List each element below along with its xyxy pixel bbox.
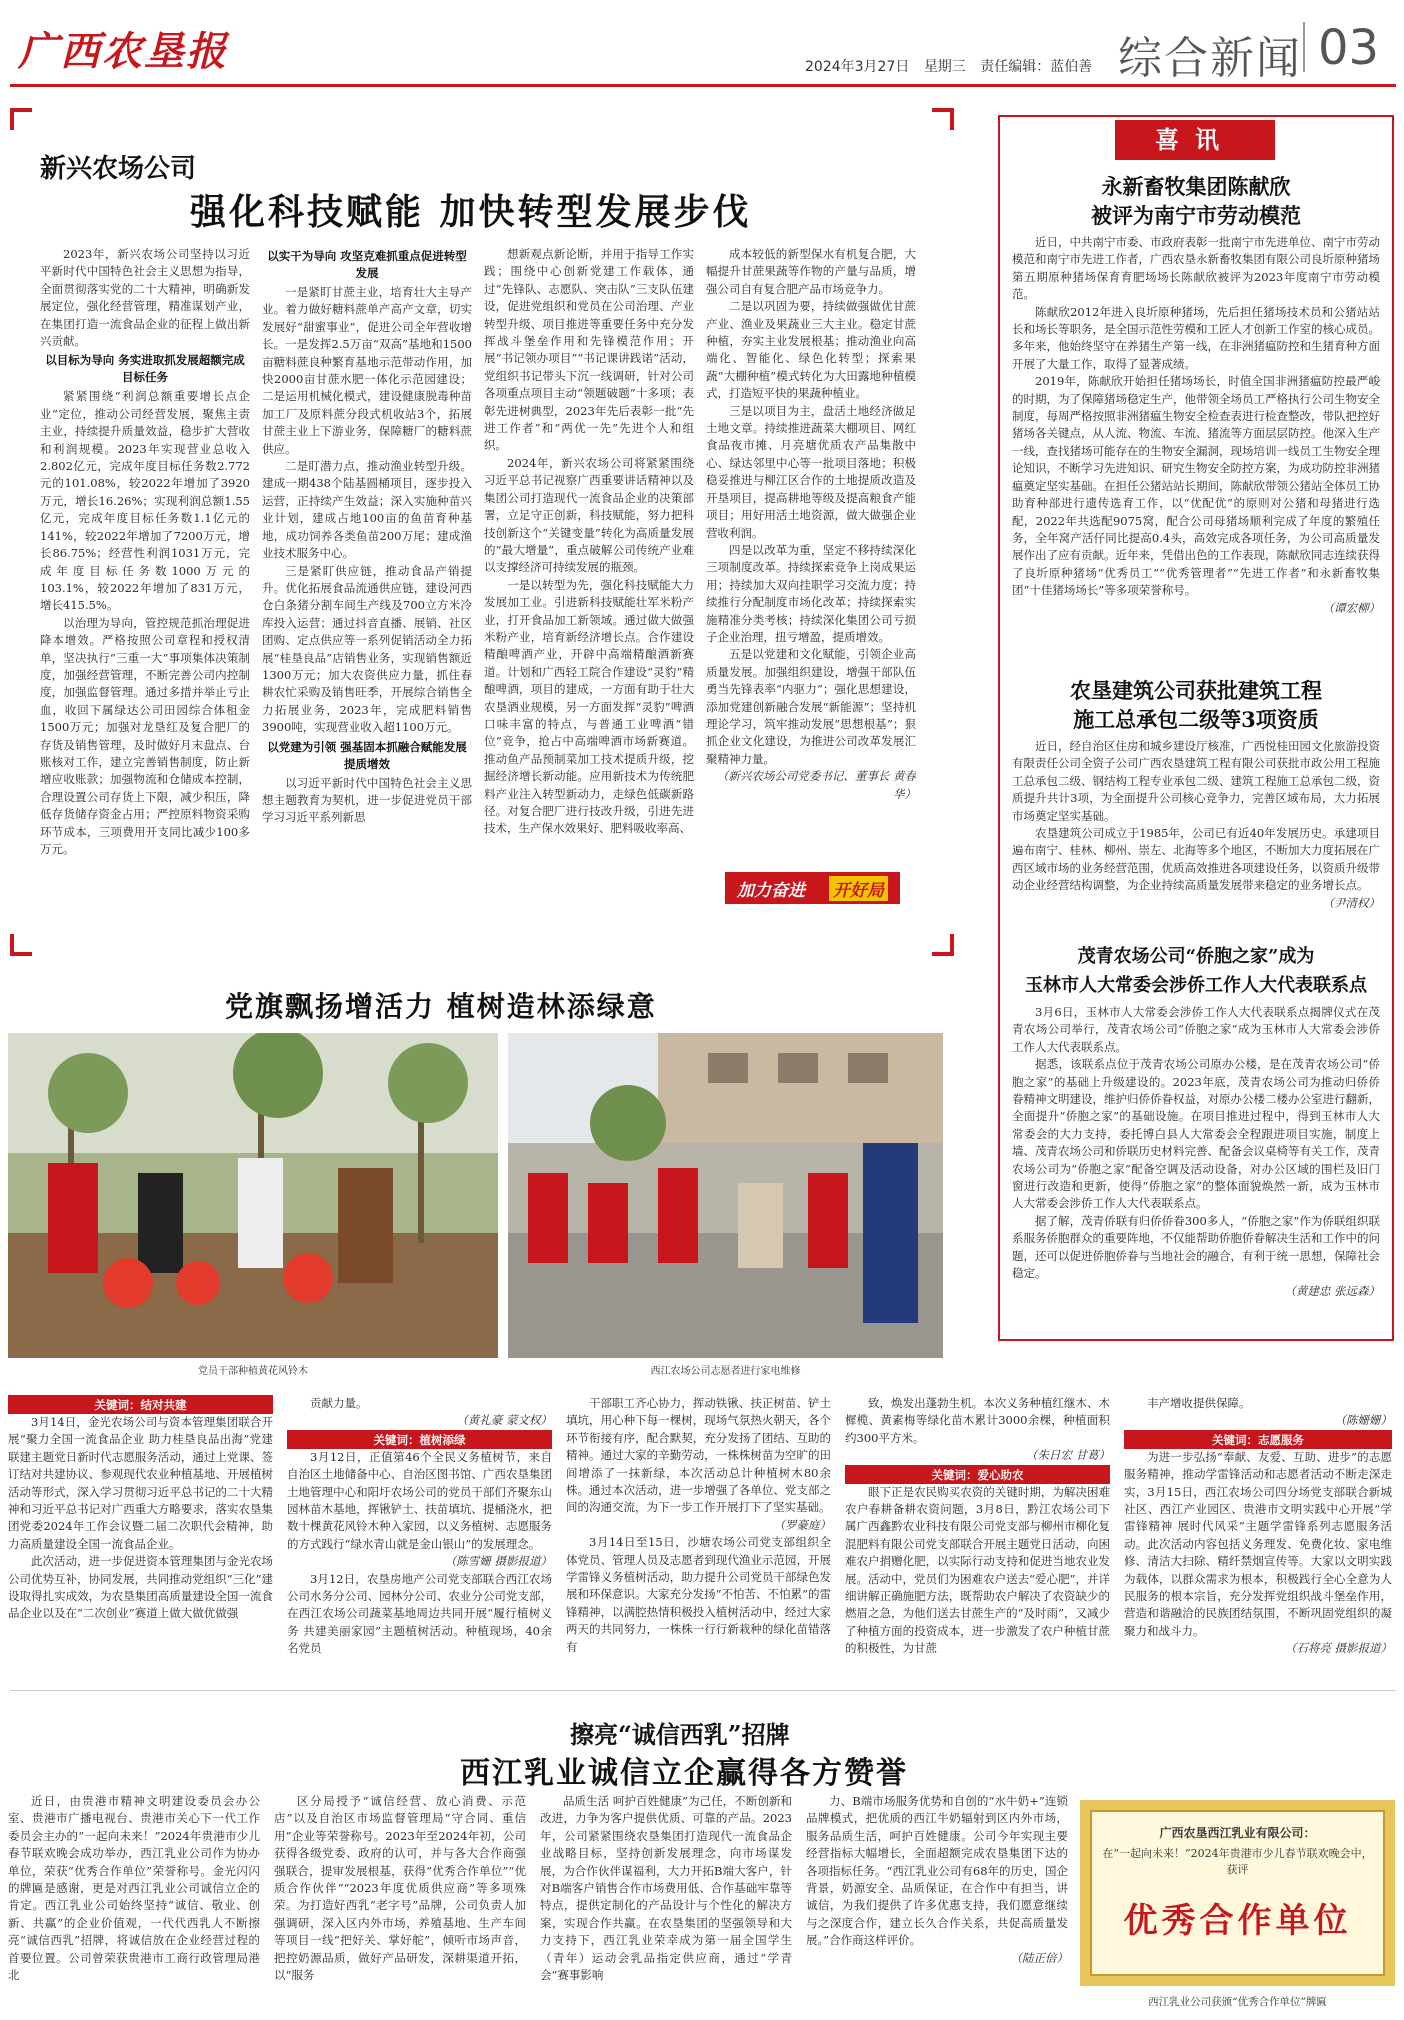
subheading: 以党建为引领 强基固本抓融合赋能发展提质增效 [267, 739, 467, 771]
news-column-5 [1124, 1395, 1392, 1680]
sidebar-article-title [1010, 942, 1382, 1000]
paragraph: 近日，由贵港市精神文明建设委员会办公室、贵港市广播电视台、贵港市关心下一代工作委员会主办的“一起向未来！”2024年贵港市少儿春节联欢晚会成功举办，西江乳业公司作为协办单位，荣获“优秀合作单位”荣誉称号。金光闪闪的牌匾是感谢，更是对西江乳业公司诚信立企的肯定。西江乳业公司始终坚持“诚信、敬业、创新、共赢”的企业价值观，一代代西乳人不断擦亮“诚信西乳”招牌，将诚信放在企业经营过程的首要位置。公司曾荣获贵港市工商行政管理局港北 [8, 1794, 260, 1983]
paragraph: 据悉，该联系点位于茂青农场公司原办公楼，是在茂青农场公司“侨胞之家”的基础上升级建设的。2023年底，茂青农场公司为推动归侨侨眷精神文明建设，维护归侨侨眷权益，对原办公楼二楼办公室进行翻新，全面提升“侨胞之家”的基础设施。在项目推进过程中，得到玉林市人大常委会的大力支持，委托博白县人大常委会全程跟进项目实施，制度上墙、茂青农场公司和侨联历史材料完善、配备会议桌椅等有关工作，茂青农场公司为“侨胞之家”配备空调及活动设备，对办公区域的围栏及旧门窗进行改造和更新，使得“侨胞之家”的整体面貌焕然一新，成为玉林市人大常委会涉侨工作人大代表联系点。 [1012, 1057, 1380, 1211]
paragraph: 二是盯潜力点，推动渔业转型升级。建成一期438个陆基圆桶项目，逐步投入运营，正持续产生效益；深入实施种苗兴业计划，建成占地100亩的鱼苗育种基地，成功饲养各类鱼苗200万尾；建成渔业技术服务中心。 [262, 459, 472, 561]
byline: （黄礼豪 蒙文权） [456, 1413, 552, 1428]
paragraph: 为进一步弘扬“奉献、友爱、互助、进步”的志愿服务精神，推动学雷锋活动和志愿者活动不断走深走实，3月15日，西江农场公司四分场党支部联合新城社区、西江产业园区、贵港市文明实践中心开展“学雷锋精神 展时代风采”主题学雷锋系列志愿服务活动。此次活动内容包括义务理发、免费化妆、家电维修、清洁大扫除、精纤禁烟宣传等。大家以文明实践为载体，以群众需求为根本，积极践行全心全意为人民服务的根本宗旨，充分发挥党组织战斗堡垒作用，营造和谐融洽的民族团结氛围，不断巩固党组织的凝聚力和战斗力。 [1124, 1449, 1392, 1638]
news-column-2 [287, 1395, 552, 1680]
award-certificate [1080, 1800, 1395, 1986]
paragraph: 一是紧盯甘蔗主业，培育壮大主导产业。着力做好糖料蔗单产高产文章，切实发展好“甜蜜事业”，促进公司全年营收增长。一是发挥2.5万亩“双高”基地和1500亩糖料蔗良种繁育基地示范带动作用，加快2000亩甘蔗水肥一体化示范园建设；二是运用机械化模式，建设健康脱毒种苗加工厂及原料蔗分段式机收站3个，拓展甘蔗主业上下游业务，保障糖厂的糖料蔗供应。 [262, 285, 472, 456]
paragraph: 五是以党建和文化赋能，引领企业高质量发展。加强组织建设，增强干部队伍勇当先锋表率“内驱力”；强化思想建设，添加党建创新融合发展“新能源”；坚持机理论学习，筑牢推动发展“思想根基”；狠抓企业文化建设，为推进公司改革发展汇聚精神力量。 [706, 647, 916, 766]
sidebar-header: 喜讯 [1115, 120, 1275, 160]
title-line: 被评为南宁市劳动模范 [1091, 203, 1301, 228]
paragraph: 眼下正是农民购买农资的关键时期，为解决困难农户春耕备耕农资问题，3月8日，黔江农场公司下属广西鑫黔农业科技有限公司党支部与柳州市柳化复混肥料有限公司党支部联合开展主题党日活动，向困难农户捐赠化肥，以实际行动支持和促进当地农业发展。活动中，党员们为困难农户送去“爱心肥”，并详细讲解正确施肥方法，既帮助农户解决了农资缺少的燃眉之急，为他们送去甘蔗生产的“及时雨”，又减少了种植方面的投资成本，进一步激发了农户种植甘蔗的积极性，为甘蔗 [845, 1484, 1110, 1656]
keyword-tag: 关键词：植树添绿 [287, 1430, 552, 1449]
slogan-right: 开好局 [829, 876, 888, 901]
paragraph: 三是以项目为主，盘活土地经济做足土地文章。持续推进蔬菜大棚项目、网红食品夜市摊、月亮塘优质农产品集散中心、绿达邻里中心等一批项目落地；积极稳妥推进与柳江区合作的土地提质改造及开垦项目，提高耕地等级及提高粮食产能项目；用好用活土地资源，做大做强企业营收利润。 [706, 403, 916, 540]
subheading: 以目标为导向 务实进取抓发展超额完成目标任务 [45, 353, 245, 385]
photo-section-heading: 党旗飘扬增活力 植树造林添绿意 [225, 990, 657, 1023]
paragraph: 以习近平新时代中国特色社会主义思想主题教育为契机，进一步促进党员干部学习习近平系列新思 [262, 775, 472, 825]
byline: （石将亮 摄影报道） [1284, 1641, 1392, 1656]
sidebar-article-title [1010, 676, 1382, 734]
paragraph: 以治理为导向，管控规范抓治理促进降本增效。严格按照公司章程和授权清单，坚决执行“三重一大”事项集体决策制度，加强经营管理，不断完善公司内控制度，加强监督管理。通过多措并举止亏止血，收回下属绿达公司田园综合体租金1500万元；加强对龙垦红及复合肥厂的存货及销售管理，及时做好月末盘点、台账核对工作，建立完善销售制度，防止新增应收账款；加强物流和仓储成本控制，合理设置公司存货上下限，减少积压，降低存货储存资金占用；严控原料物资采购环节成本，三项费用开支同比减少100多万元。 [40, 615, 250, 856]
title-line: 永新畜牧集团陈献欣 [1101, 174, 1291, 199]
byline: （黄建忠 张远森） [1284, 1283, 1380, 1298]
paragraph: 想新观点新论断，并用于指导工作实践；围绕中心创新党建工作载体，通过“先锋队、志愿队、突击队”三支队伍建设，促进党组织和党员在公司治理、产业转型升级、项目推进等重要任务中充分发挥战斗堡垒作用和先锋模范作用；开展“书记领办项目”“书记课讲践诺”活动，党组织书记带头下沉一线调研，针对公司各项重点项目主动“领题破题”十多项；表彰先进树典型，2023年先后表彰一批“先进工作者”和“两优一先”先进个人和组织。 [484, 247, 694, 453]
page-number: 03 [1318, 20, 1380, 76]
paragraph: 丰产增收提供保障。 [1147, 1396, 1251, 1410]
keyword-tag: 关键词：志愿服务 [1124, 1430, 1392, 1449]
paragraph: 此次活动，进一步促进资本管理集团与金光农场公司优势互补，协同发展，共同推动党组织“三化”建设取得扎实成效，为农垦集团高质量建设全国一流食品企业以及在“二次创业”赛道上做大做优做强 [8, 1554, 273, 1621]
newspaper-logo: 广西农垦报 [18, 28, 228, 75]
paragraph: 陈献欣2012年进入良圻原种猪场，先后担任猪场技术员和公猪站站长和场长等职务，是全国示范性劳模和工匠人才创新工作室的核心成员。多年来，他始终坚守在养猪生产第一线，在非洲猪瘟防控和生猪育种方面开展了大量工作，取得了显著成绩。 [1012, 304, 1380, 371]
photo-caption: 党员干部种植黄花风铃木 [198, 1366, 308, 1377]
lead-kicker: 新兴农场公司 [40, 154, 197, 184]
issue-editor: 责任编辑：蓝伯善 [980, 59, 1093, 75]
paragraph: 近日，中共南宁市委、市政府表彰一批南宁市先进单位、南宁市劳动模范和南宁市先进工作者，广西农垦永新畜牧集团有限公司良圻原种猪场第五期原种猪场保育育肥场场长陈献欣被评为2023年度南宁市劳动模范。 [1012, 235, 1380, 302]
paragraph: 3月14日，金光农场公司与资本管理集团联合开展“聚力全国一流食品企业 助力桂垦良品出海”党建联建主题党日新时代志愿服务活动，通过上党课、签订结对共建协议、参观现代农业种植基地、开展植树活动等形式，深入学习贯彻习近平总书记的二十大精神和习近平总书记对广西重大方略要求，落实农垦集团党委2024年工作会议暨二届二次职代会精神，助力高质量建设全国一流食品企业。 [8, 1415, 273, 1551]
byline: （陈雪姗 摄影报道） [444, 1554, 552, 1569]
paragraph: 品质生活 呵护百姓健康”为己任，不断创新和改进，力争为客户提供优质、可靠的产品。2023年，公司紧紧围绕农垦集团打造现代一流食品企业战略目标，坚持创新发展理念，向市场谋发展，为合作伙伴谋福利，大力开拓B端大客户，针对B端客户销售合作市场费用低、合作基础牢靠等特点，提供定制化的产品设计与个性化的解决方案，实现合作共赢。在农垦集团的坚强领导和大力支持下，西江乳业荣幸成为第一届全国学生（青年）运动会乳品指定供应商，通过“学青会”赛事影响 [540, 1794, 792, 1983]
news-column-1 [8, 1395, 273, 1680]
photo-volunteer-repair [508, 1033, 943, 1358]
certificate-award: 优秀合作单位 [1123, 1901, 1352, 1941]
frame-corner [932, 934, 954, 956]
paragraph: 力、B端市场服务优势和自创的“水牛奶+”连锁品牌模式，把优质的西江牛奶辐射到区内外市场，服务品质生活，呵护百姓健康。公司今年实现主要经营指标大幅增长，全面超额完成农垦集团下达的各项指标任务。“西江乳业公司有68年的历史，国企背景，奶源安全、品质保证，在合作中有担当，讲诚信，为我们提供了许多优惠支持，我们愿意继续与之深度合作，建立长久合作关系，共促高质量发展。”合作商这样评价。 [806, 1794, 1068, 1948]
frame-corner [10, 934, 32, 956]
lead-column-4 [706, 246, 916, 866]
paragraph: 二是以巩固为要，持续做强做优甘蔗产业、渔业及果蔬业三大主业。稳定甘蔗种植，夯实主业发展根基；推动渔业向高端化、智能化、绿色化转型；探索果蔬“大棚种植”模式转化为大田露地种植模式，打造短平快的果蔬种植业。 [706, 299, 916, 401]
bottom-column-3 [540, 1793, 792, 2011]
lead-column-2 [262, 246, 472, 926]
byline: （尹清权） [1322, 895, 1380, 910]
paragraph: 3月12日，正值第46个全民义务植树节，来自自治区土地储备中心、自治区图书馆、广西农垦集团土地管理中心和阳圩农场公司的党员干部们齐聚东山园林苗木基地，挥锹铲土、扶苗填坑、提桶浇水，把数十棵黄花风铃木种入家园，以义务植树、志愿服务的方式践行“绿水青山就是金山银山”的发展理念。 [287, 1449, 552, 1551]
masthead-rule [10, 84, 1396, 87]
paragraph: 2024年，新兴农场公司将紧紧围绕习近平总书记视察广西重要讲话精神以及集团公司打造现代一流食品企业的决策部署，立足守正创新，科技赋能，努力把科技创新这个“关键变量”转化为高质量发展的“最大增量”，重点破解公司传统产业难以支撑经济可持续发展的瓶颈。 [484, 455, 694, 575]
paragraph: 据了解，茂青侨联有归侨侨眷300多人，“侨胞之家”作为侨联组织联系服务侨胞群众的重要阵地，不仅能帮助侨胞侨眷解决生活和工作中的问题，还可以促进侨胞侨眷与当地社会的融合，有利于统一思想，保障社会稳定。 [1012, 1213, 1380, 1281]
byline: （谭宏柳） [1322, 600, 1380, 615]
paragraph: 近日，经自治区住房和城乡建设厅核准，广西悦桂田园文化旅游投资有限责任公司全资子公司广西农垦建筑工程有限公司获批市政公用工程施工总承包二级、钢结构工程专业承包二级、建筑工程施工总承包二级，资质提升共计3项，为全面提升公司核心竞争力，完善区域布局，大力拓展市场奠定坚实基础。 [1012, 739, 1380, 823]
lead-column-3 [484, 246, 694, 926]
certificate-caption: 西江乳业公司获颁“优秀合作单位”牌匾 [1148, 1996, 1327, 2008]
byline: （陆正倍） [1010, 1950, 1068, 1965]
issue-date: 2024年3月27日 [805, 59, 910, 75]
paragraph: 干部职工齐心协力，挥动铁锹、扶正树苗、铲土填坑，用心种下每一棵树，现场气氛热火朝天，各个环节衔接有序，配合默契，充分发扬了团结、互助的精神。通过大家的辛勤劳动，一株株树苗为空旷的田间增添了一抹新绿，本次活动总计种植树木80余株。通过本次活动，进一步增强了各单位、党支部之间的沟通交流，为下一步工作开展打下了坚实基础。 [566, 1396, 831, 1515]
byline: （陈姗姗） [1334, 1413, 1392, 1428]
news-column-4 [845, 1395, 1110, 1680]
paragraph: 成本较低的新型保水有机复合肥，大幅提升甘蔗果蔬等作物的产量与品质，增强公司自有复合肥产品市场竞争力。 [706, 247, 916, 296]
certificate-plaque [1090, 1810, 1385, 1976]
byline: （罗豪庭） [773, 1517, 831, 1532]
section-divider [10, 1690, 1396, 1691]
sidebar-article-1 [1012, 234, 1380, 662]
bottom-kicker: 擦亮“诚信西乳”招牌 [570, 1720, 790, 1749]
certificate-line: 在“一起向未来！”2024年贵港市少儿春节联欢晚会中，获评 [1102, 1847, 1373, 1876]
sidebar-article-2 [1012, 738, 1380, 928]
paragraph: 三是紧盯供应链，推动食品产销提升。优化拓展食品流通供应链，建设河西仓白条猪分割车间生产线及700立方米冷库投入运营；通过抖音直播、展销、社区团购、定点供应等一系列促销活动全力拓展“桂垦良品”店销售业务，实现销售额近1300万元；加大农资供应力量，抓住春耕农忙采购及销售旺季，开展综合销售全力拓展业务，2023年，完成肥料销售3900吨，实现营业收入超1100万元。 [262, 563, 472, 735]
title-line: 茂青农场公司“侨胞之家”成为 [1077, 946, 1315, 967]
paragraph: 3月14日至15日，沙塘农场公司党支部组织全体党员、管理人员及志愿者到现代渔业示范园，开展学雷锋义务植树活动，助力提升公司党员干部绿色发展和环保意识。大家充分发扬“不怕苦、不怕累”的雷锋精神，以满腔热情积极投入植树活动中，经过大家两天的共同努力，一株株一行行新栽种的绿化苗错落有 [566, 1535, 831, 1654]
paragraph: 紧紧围绕“利润总额重要增长点企业”定位，推动公司经营发展，聚焦主责主业，持续提升质量效益，稳步扩大营收和利润规模。2023年实现营业总收入2.802亿元，完成年度目标任务数2.772元的101.08%，较2022年增加了3920万元，增长16.26%；实现利润总额1.55亿元，完成年度目标任务数1.1亿元的141%，较2022年增加了7200万元，增长86.75%；经营性利润1031万元，完成年度目标任务数1000万元的103.1%，较2022年增加了831万元，增长415.5%。 [40, 389, 250, 613]
slogan-left: 加力奋进 [737, 880, 805, 901]
paragraph: 致，焕发出蓬勃生机。本次义务种植红继木、木樨榄、黄素梅等绿化苗木累计3000余棵，种植面积约300平方米。 [845, 1396, 1110, 1445]
keyword-tag: 关键词：爱心助农 [845, 1465, 1110, 1484]
paragraph: 农垦建筑公司成立于1985年，公司已有近40年发展历史。承建项目遍布南宁、桂林、柳州、崇左、北海等多个地区，不断加大力度拓展在广西区域市场的业务经营范围，优质高效推进各项建设任务，以资质升级带动企业经营结构调整，为企业持续高质量发展带来稳定的业务增长点。 [1012, 826, 1380, 893]
sidebar-article-3 [1012, 1004, 1380, 1334]
lead-headline: 强化科技赋能 加快转型发展步伐 [190, 191, 752, 233]
paragraph: 2019年，陈献欣开始担任猪场场长，时值全国非洲猪瘟防控最严峻的时期，为了保障猪场稳定生产，他带领全场员工严格执行公司生物安全制度，每周严格按照非洲猪瘟生物安全检查表进行检查整改，带队把控好猪场各关键点，从人流、物流、车流、猪流等方面层层防控。他深入生产一线，查找猪场可能存在的生物安全漏洞，现场培训一线员工生物安全理论知识，不断学习先进知识、研究生物安全防控方案，为成功防控非洲猪瘟奠定坚实基础。在担任公猪站站长期间，陈献欣带领公猪站全体员工协助育种部进行遗传选育工作，以“优配优”的原则对公猪和母猪进行选配，2022年共选配9075窝，配合公司母猪场顺利完成了年度的繁殖任务，全年窝产活仔同比提高0.4头，高效完成各项任务，为公司高质量发展作出了应有贡献。近年来，凭借出色的工作表现，陈献欣同志连续获得了良圻原种猪场“优秀员工”“优秀管理者”“先进工作者”和永新畜牧集团“十佳猪场场长”等多项荣誉称号。 [1012, 374, 1380, 598]
bottom-column-1 [8, 1793, 260, 2011]
title-line: 玉林市人大常委会涉侨工作人大代表联系点 [1025, 975, 1367, 996]
paragraph: 2023年，新兴农场公司坚持以习近平新时代中国特色社会主义思想为指导，全面贯彻落实党的二十大精神，明确新发展定位，强化经营管理，精准谋划产业，在集团打造一流食品企业的征程上做出新兴贡献。 [40, 247, 250, 349]
paragraph: 贡献力量。 [310, 1396, 368, 1410]
title-line: 农垦建筑公司获批建筑工程 [1070, 678, 1322, 703]
section-title: 综合新闻 [1118, 33, 1302, 84]
paragraph: 区分局授予“诚信经营、放心消费、示范店”以及自治区市场监督管理局“守合同、重信用”企业等荣誉称号。2023年至2024年初，公司获得各级党委、政府的认可，并与各大合作商强强联合，提审发展根基，获得“优秀合作单位”“优质合作伙伴”“2023年度优质供应商”等多项殊荣。为打造好西乳“老字号”品牌，公司负责人加强调研，深入区内外市场，养殖基地、生产车间等项目一线“把好关、掌好舵”，倾听市场声音，把控奶源品质，做好产品研发，深耕渠道开拓，以“服务 [274, 1794, 526, 1983]
keyword-tag: 关键词：结对共建 [8, 1395, 273, 1414]
paragraph: 3月6日，玉林市人大常委会涉侨工作人大代表联系点揭牌仪式在茂青农场公司举行，茂青农场公司“侨胞之家”成为玉林市人大常委会涉侨工作人大代表联系点。 [1012, 1005, 1380, 1054]
slogan-banner [725, 872, 900, 904]
frame-corner [932, 108, 954, 130]
masthead-divider [1303, 22, 1305, 72]
byline: （朱日宏 甘葛） [1025, 1448, 1110, 1463]
lead-column-1 [40, 246, 250, 926]
sidebar-article-title [1010, 172, 1382, 230]
paragraph: 四是以改革为重，坚定不移持续深化三项制度改革。持续探索竞争上岗成果运用；持续加大双向挂职学习交流力度；持续推行分配制度市场化改革；持续探索实施精准分类考核；持续深化集团公司亏损子企业治理，扭亏增盈，提质增效。 [706, 542, 916, 644]
bottom-column-4 [806, 1793, 1068, 2011]
news-column-3 [566, 1395, 831, 1680]
bottom-column-2 [274, 1793, 526, 2011]
issue-weekday: 星期三 [923, 59, 966, 75]
photo-caption: 西江农场公司志愿者进行家电维修 [650, 1366, 801, 1377]
byline: （新兴农场公司党委书记、董事长 黄春华） [716, 769, 916, 801]
subheading: 以实干为导向 攻坚克难抓重点促进转型发展 [267, 249, 467, 280]
paragraph: 一是以转型为先，强化科技赋能大力发展加工业。引进新科技赋能壮军米粉产业，打开食品加工新领域。通过做大做强米粉产业，培育新经济增长点。合作建设精酿啤酒产业，开辟中高端精酿酒新赛道。计划和广西轻工院合作建设“灵豹”精酿啤酒，项目的建成，一方面有助于壮大农垦酒业规模，另一方面发挥“灵豹”啤酒口味丰富的特点，与普通工业啤酒“错位”竞争，抢占中高端啤酒市场新赛道。推动鱼产品预制菜加工技术提质升级，挖掘经济增长新动能。应用新技术为传统肥料产业注入转型新动力，走绿色低碳新路径。对复合肥厂进行技改升级，引进先进技术，生产保水效果好、肥料吸收率高、 [484, 577, 694, 836]
photo-tree-planting [8, 1033, 498, 1358]
paragraph: 3月12日，农垦房地产公司党支部联合西江农场公司水务分公司、园林分公司、农业分公司党支部，在西江农场公司蔬菜基地周边共同开展“履行植树义务 共建美丽家园”主题植树活动。种植现场，40余名党员 [287, 1571, 552, 1656]
issue-meta [805, 56, 1102, 76]
bottom-headline: 西江乳业诚信立企赢得各方赞誉 [460, 1756, 908, 1791]
certificate-company: 广西农垦西江乳业有限公司： [1159, 1826, 1316, 1840]
frame-corner [10, 108, 32, 130]
title-line: 施工总承包二级等3项资质 [1073, 707, 1319, 732]
